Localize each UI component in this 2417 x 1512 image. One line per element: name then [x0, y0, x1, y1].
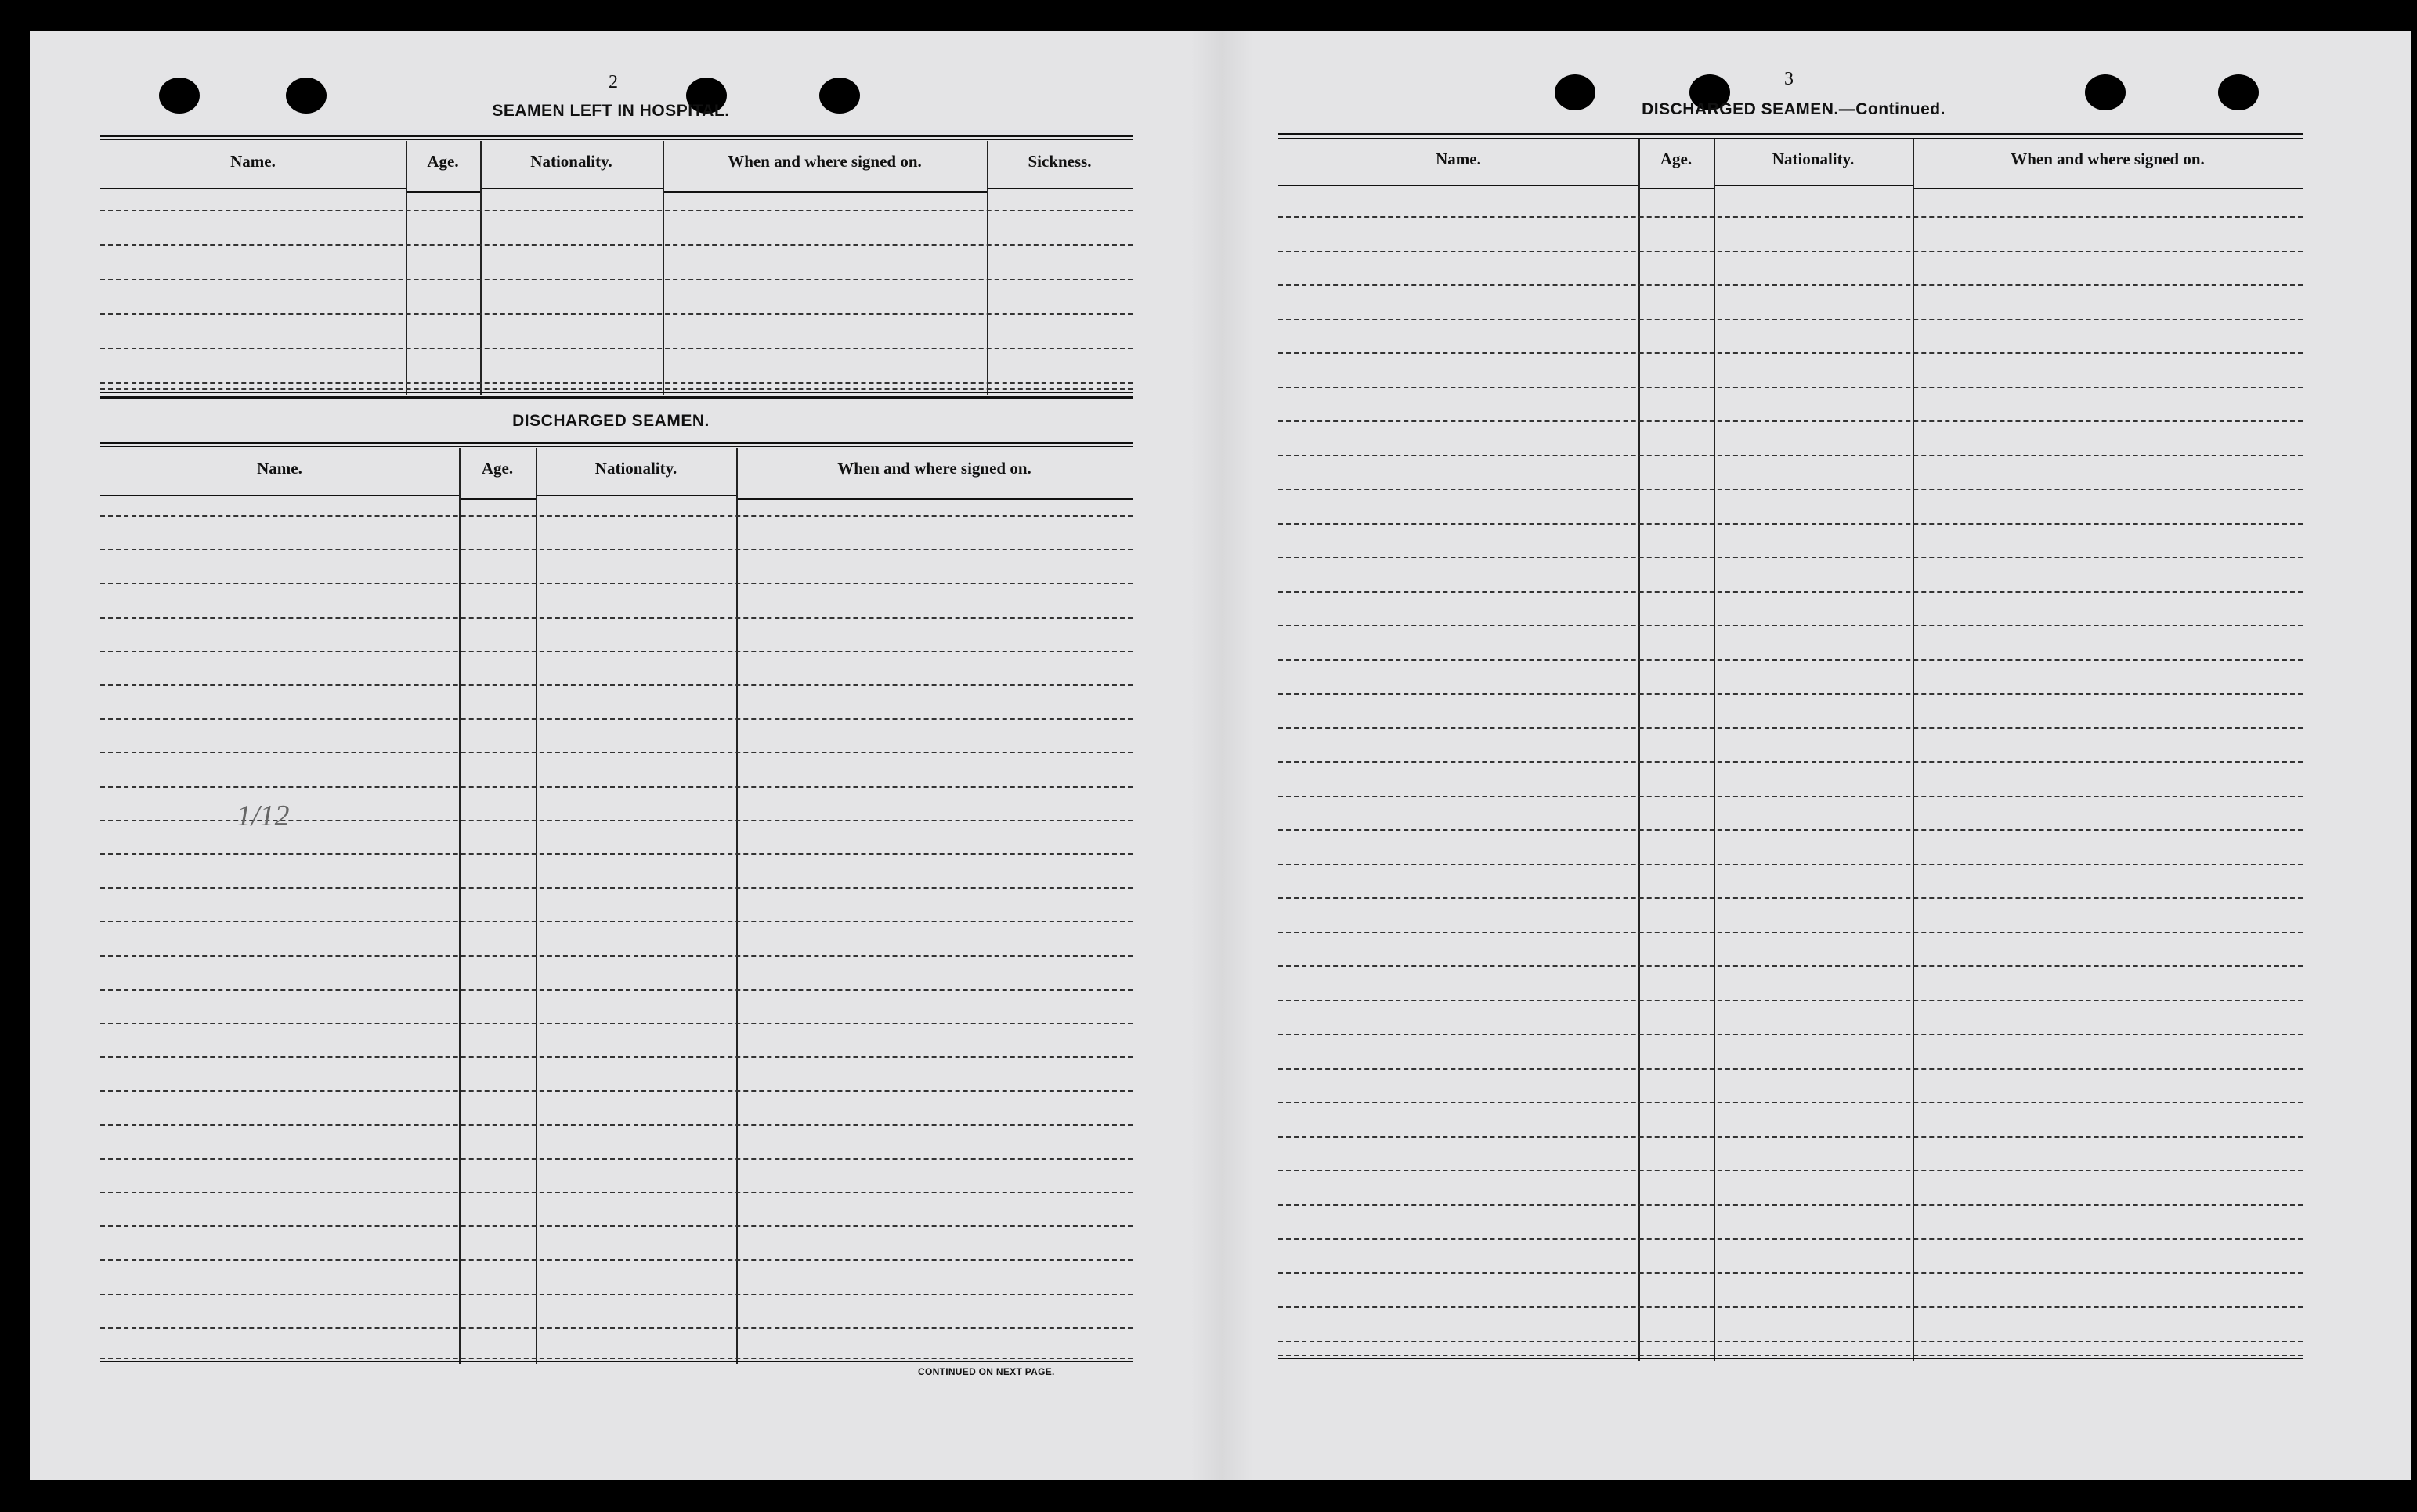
column-header: Sickness. [1028, 151, 1092, 171]
table-row [100, 210, 1133, 211]
header-rule [459, 498, 536, 500]
table-row [100, 853, 1133, 855]
table-row [100, 786, 1133, 788]
column-header: When and where signed on. [2011, 149, 2205, 168]
table-row [100, 583, 1133, 584]
column-header: Age. [481, 458, 514, 478]
header-rule [1714, 185, 1913, 186]
column-header: Name. [1436, 149, 1481, 168]
table-row [1278, 557, 2303, 558]
table-row [1278, 489, 2303, 490]
column-separator [406, 141, 407, 395]
table-row [100, 1294, 1133, 1295]
discharged-continued-table [1278, 133, 2303, 1361]
hospital-section-title: SEAMEN LEFT IN HOSPITAL. [492, 102, 730, 120]
table-row [1278, 829, 2303, 831]
column-header: Age. [427, 151, 459, 171]
table-row [100, 718, 1133, 720]
table-row [1278, 387, 2303, 388]
header-rule [1913, 188, 2303, 189]
table-row [100, 313, 1133, 315]
table-row [1278, 625, 2303, 626]
table-row [1278, 727, 2303, 729]
table-row [100, 989, 1133, 991]
table-row [100, 1023, 1133, 1024]
header-rule [100, 188, 406, 189]
margin-pencil-mark: 1/12 [237, 799, 290, 832]
table-row [100, 1090, 1133, 1092]
table-row [100, 887, 1133, 889]
table-row [1278, 1136, 2303, 1138]
column-header: Nationality. [530, 151, 612, 171]
header-rule [736, 498, 1133, 500]
page-number-right: 3 [1784, 69, 1794, 89]
punch-hole [2218, 74, 2259, 110]
column-separator [1714, 139, 1715, 1361]
table-row [1278, 284, 2303, 286]
header-rule [536, 495, 736, 496]
table-row [1278, 1000, 2303, 1001]
table-row [100, 515, 1133, 517]
table-row [100, 684, 1133, 686]
column-separator [987, 141, 988, 395]
table-row [1278, 1170, 2303, 1171]
table-row [1278, 591, 2303, 593]
header-rule [1638, 188, 1714, 189]
discharged-continued-title: DISCHARGED SEAMEN.—Continued. [1642, 100, 1946, 118]
table-row [1278, 216, 2303, 218]
column-header: Age. [1660, 149, 1693, 168]
table-row [100, 921, 1133, 922]
table-row [100, 617, 1133, 619]
table-row [100, 549, 1133, 550]
page-spine [1190, 31, 1253, 1480]
table-bottom-rule [100, 1358, 1133, 1362]
table-row [1278, 523, 2303, 525]
hospital-table [100, 135, 1133, 395]
header-rule [480, 188, 663, 189]
punch-hole [286, 78, 327, 114]
table-row [1278, 420, 2303, 422]
punch-hole [159, 78, 200, 114]
column-header: Name. [230, 151, 276, 171]
table-row [1278, 1102, 2303, 1103]
column-separator [1638, 139, 1640, 1361]
discharged-table [100, 442, 1133, 1364]
column-header: Nationality. [1772, 149, 1855, 168]
table-row [1278, 932, 2303, 933]
discharged-section-title: DISCHARGED SEAMEN. [512, 412, 710, 430]
column-header: Nationality. [594, 458, 677, 478]
table-row [1278, 659, 2303, 661]
table-row [1278, 965, 2303, 967]
table-row [100, 244, 1133, 246]
table-row [100, 1192, 1133, 1193]
page-number-left: 2 [609, 72, 618, 92]
header-rule [1278, 185, 1638, 186]
header-rule [987, 188, 1133, 189]
column-separator [480, 141, 482, 395]
header-rule [100, 495, 459, 496]
table-row [100, 348, 1133, 349]
table-row [1278, 864, 2303, 865]
table-row [100, 1056, 1133, 1058]
table-row [1278, 1272, 2303, 1274]
table-row [1278, 1068, 2303, 1070]
header-rule [663, 191, 987, 193]
header-rule [406, 191, 480, 193]
table-row [1278, 1341, 2303, 1342]
table-bottom-rule [100, 388, 1133, 393]
table-row [1278, 1204, 2303, 1206]
table-row [1278, 897, 2303, 899]
table-row [100, 1158, 1133, 1160]
table-row [100, 955, 1133, 957]
table-row [1278, 251, 2303, 252]
table-row [100, 1225, 1133, 1227]
table-row [100, 752, 1133, 753]
table-row [1278, 352, 2303, 354]
table-row [100, 382, 1133, 384]
table-row [1278, 1238, 2303, 1240]
continued-note: CONTINUED ON NEXT PAGE. [918, 1366, 1055, 1377]
table-row [1278, 761, 2303, 763]
section-divider [100, 396, 1133, 399]
column-separator [663, 141, 664, 395]
table-row [1278, 1034, 2303, 1035]
table-row [100, 1259, 1133, 1261]
table-row [100, 651, 1133, 652]
column-header: When and where signed on. [837, 458, 1031, 478]
table-row [1278, 1306, 2303, 1308]
table-row [1278, 455, 2303, 456]
table-row [1278, 319, 2303, 320]
table-row [100, 1327, 1133, 1329]
column-header: Name. [257, 458, 302, 478]
punch-hole [2085, 74, 2126, 110]
column-header: When and where signed on. [728, 151, 922, 171]
table-bottom-rule [1278, 1355, 2303, 1359]
table-row [100, 1124, 1133, 1126]
table-row [1278, 693, 2303, 695]
table-row [100, 279, 1133, 280]
table-row [1278, 796, 2303, 797]
column-separator [1913, 139, 1914, 1361]
